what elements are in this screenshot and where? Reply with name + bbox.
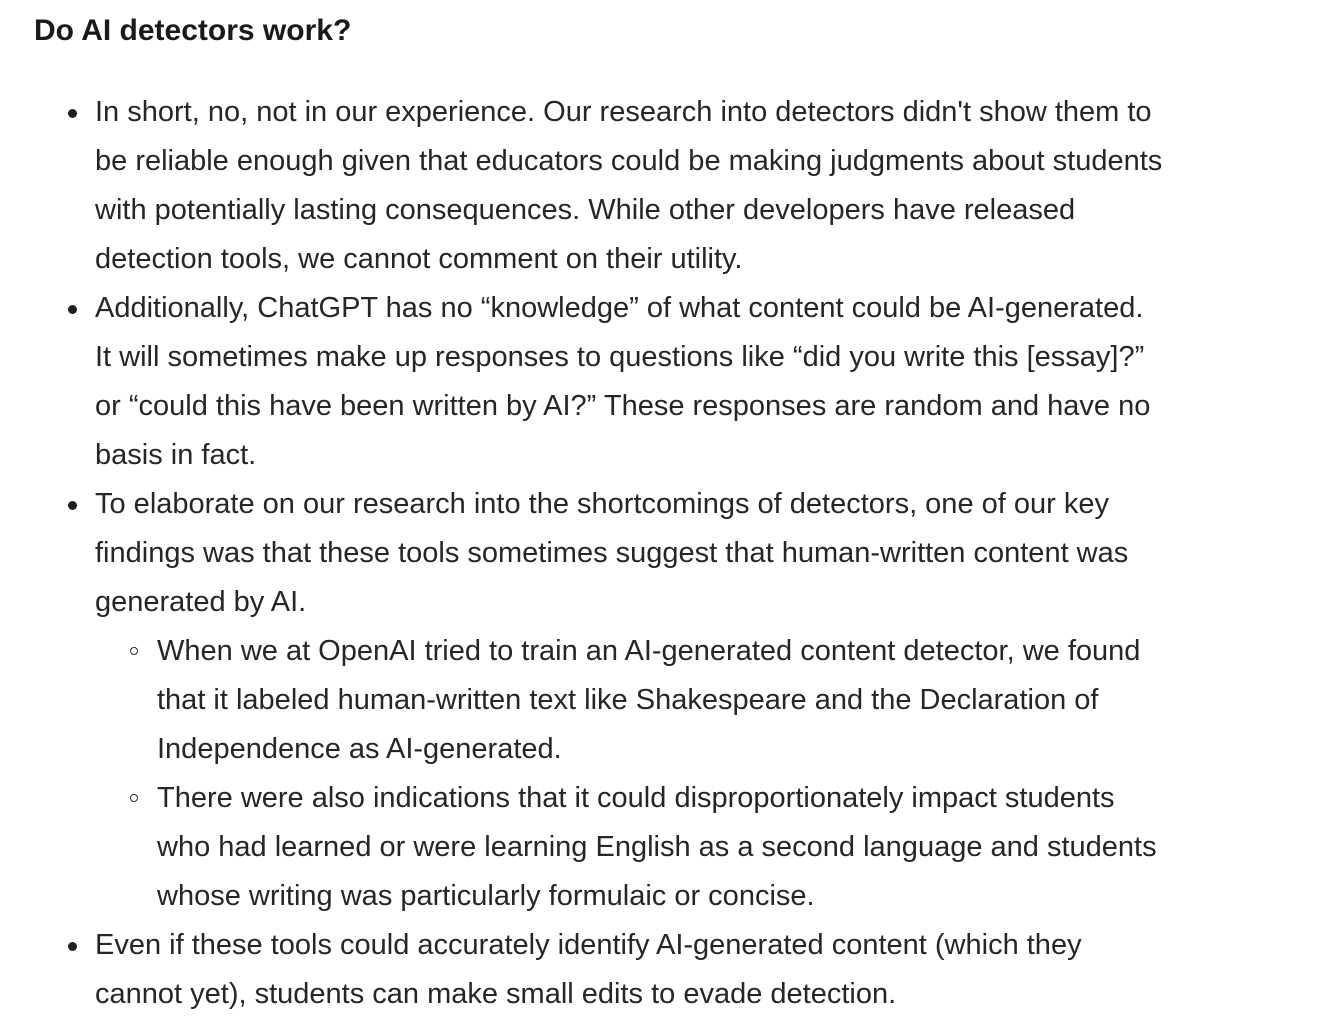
text-line: To elaborate on our research into the shortcomings of detectors, one of our key <box>95 488 1109 520</box>
text-line: Even if these tools could accurately identify AI-generated content (which they <box>95 929 1082 961</box>
faq-question-heading: Do AI detectors work? <box>34 14 352 47</box>
text-line: who had learned or were learning English as a second language and students <box>157 831 1157 863</box>
text-line: that it labeled human-written text like Shakespeare and the Declaration of <box>157 684 1099 716</box>
bullet-item <box>34 921 1308 1019</box>
bullet-item <box>34 88 1308 284</box>
text-line: When we at OpenAI tried to train an AI-generated content detector, we found <box>157 635 1141 667</box>
sub-bullet-item <box>95 774 1308 921</box>
text-line: In short, no, not in our experience. Our research into detectors didn't show them to <box>95 96 1152 128</box>
text-line: There were also indications that it could disproportionately impact students <box>157 782 1115 814</box>
text-line: cannot yet), students can make small edits to evade detection. <box>95 978 897 1010</box>
bullet-circle-icon <box>130 647 138 655</box>
text-line: Independence as AI-generated. <box>157 733 562 765</box>
sub-bullet-item <box>95 627 1308 774</box>
text-line: findings was that these tools sometimes suggest that human-written content was <box>95 537 1129 569</box>
bullet-disc-icon <box>68 305 77 314</box>
text-line: detection tools, we cannot comment on their utility. <box>95 243 743 275</box>
bullet-disc-icon <box>68 109 77 118</box>
sub-bullet-list <box>95 627 1308 921</box>
bullet-disc-icon <box>68 942 77 951</box>
text-line: whose writing was particularly formulaic or concise. <box>157 880 815 912</box>
text-line: with potentially lasting consequences. While other developers have released <box>95 194 1076 226</box>
answer-bullet-list <box>34 88 1308 1019</box>
text-line: basis in fact. <box>95 439 257 471</box>
bullet-disc-icon <box>68 501 77 510</box>
text-line: generated by AI. <box>95 586 307 618</box>
bullet-circle-icon <box>130 794 138 802</box>
text-line: It will sometimes make up responses to questions like “did you write this [essay]?” <box>95 341 1145 373</box>
text-line: Additionally, ChatGPT has no “knowledge” of what content could be AI-generated. <box>95 292 1144 324</box>
text-line: be reliable enough given that educators could be making judgments about students <box>95 145 1163 177</box>
bullet-item <box>34 284 1308 480</box>
text-line: or “could this have been written by AI?” These responses are random and have no <box>95 390 1151 422</box>
bullet-item <box>34 480 1308 921</box>
